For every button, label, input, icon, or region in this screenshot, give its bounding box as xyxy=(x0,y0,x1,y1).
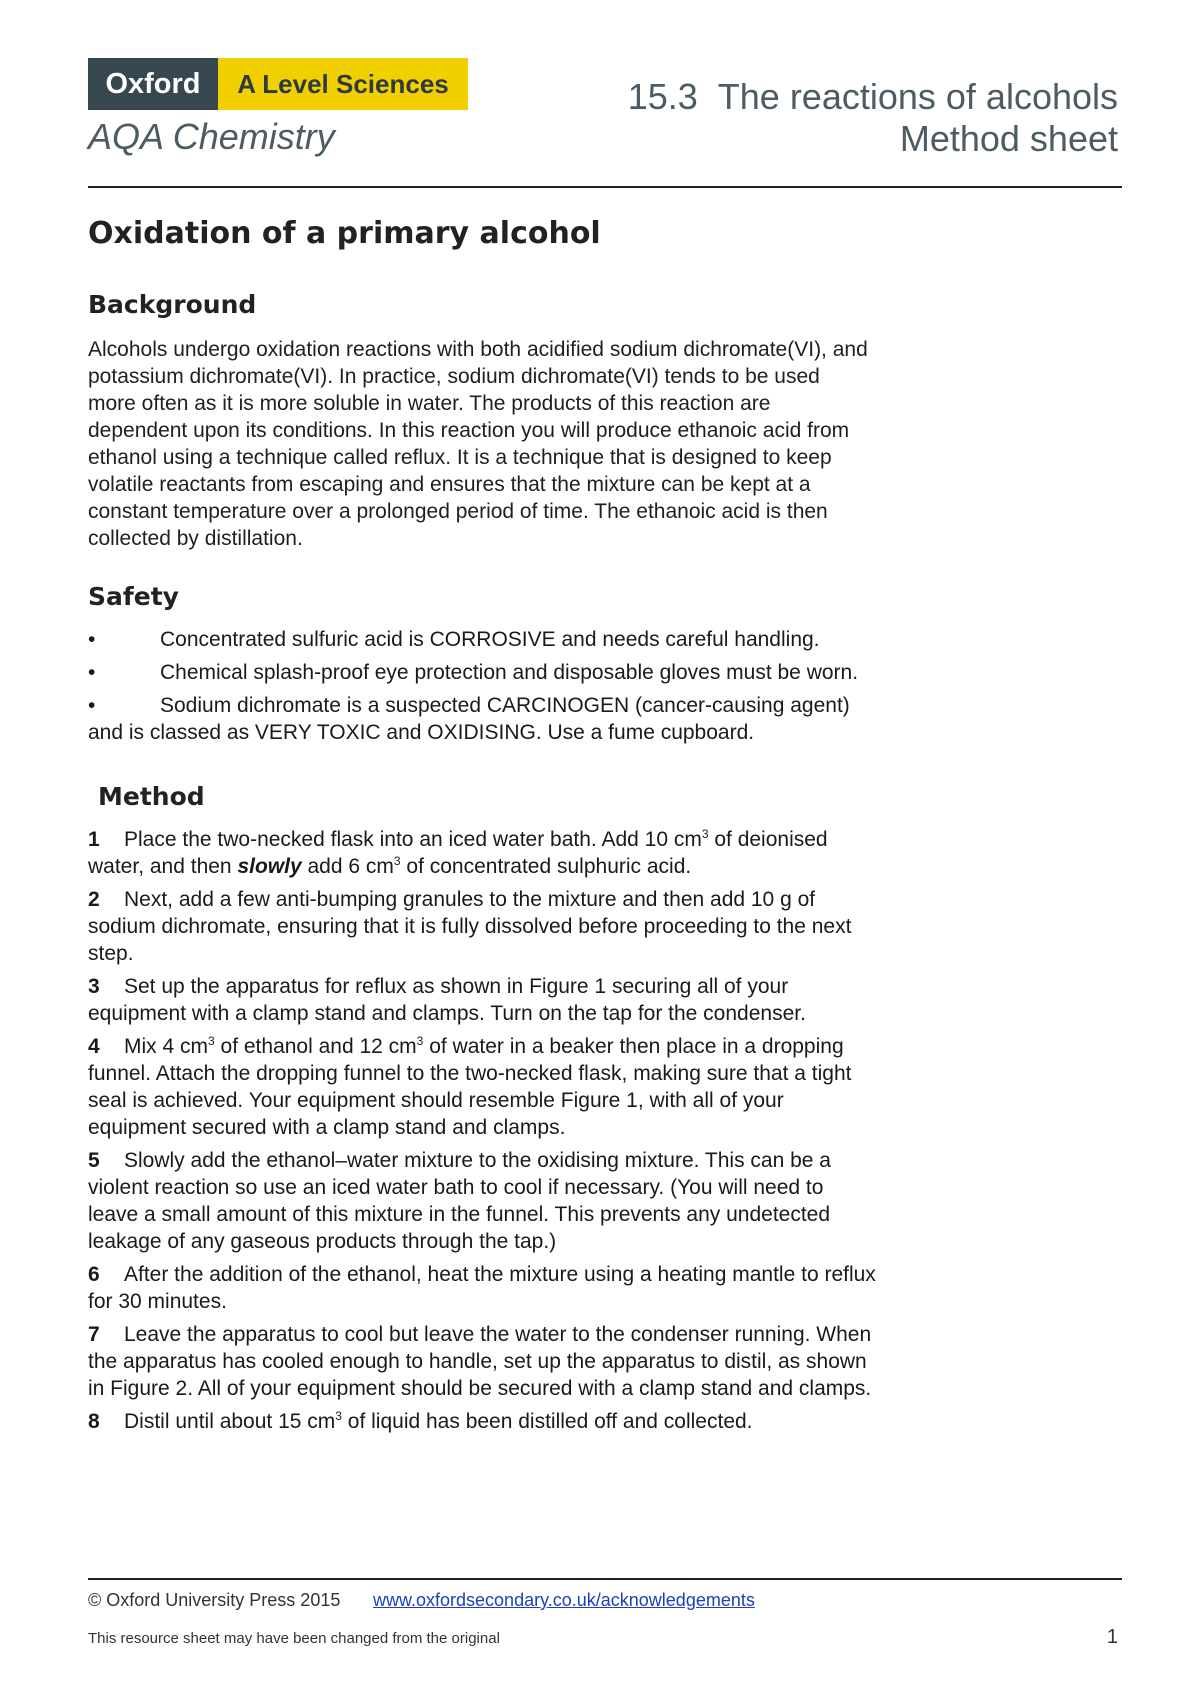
method-step-8: 8 Distil until about 15 $cm^3$ of liquid has been distilled off and collected. xyxy=(88,1409,753,1433)
background-line: collected by distillation. xyxy=(88,527,303,550)
background-paragraph xyxy=(88,336,968,552)
header-divider xyxy=(88,186,1122,188)
background-line: potassium dichromate(VI). In practice, sodium dichromate(VI) tends to be used xyxy=(88,365,820,388)
safety-item: • Sodium dichromate is a suspected CARCINOGEN (cancer-causing agent) and is classed as VERY TOXIC and OXIDISING. Use a fume cupboard. xyxy=(88,692,988,746)
section-title: The reactions of alcohols xyxy=(717,76,1118,117)
footer-divider xyxy=(88,1578,1122,1580)
brand-logo xyxy=(88,58,468,110)
method-steps xyxy=(88,826,988,1441)
subject-title: AQA Chemistry xyxy=(88,116,335,157)
background-line: dependent upon its conditions. In this reaction you will produce ethanoic acid from xyxy=(88,419,850,442)
safety-item: • Concentrated sulfuric acid is CORROSIVE and needs careful handling. xyxy=(88,628,820,651)
background-line: Alcohols undergo oxidation reactions with both acidified sodium dichromate(VI), and xyxy=(88,338,868,361)
method-step-1: 1 Place the two-necked flask into an iced water bath. Add 10 $cm^3$ of deionised water, and then slowly add 6 $cm^3$ of concentrated sulphuric acid. xyxy=(88,827,828,878)
background-line: constant temperature over a prolonged period of time. The ethanoic acid is then xyxy=(88,500,828,523)
acknowledgements-link[interactable]: www.oxfordsecondary.co.uk/acknowledgements xyxy=(373,1590,755,1610)
method-step-2: 2 Next, add a few anti-bumping granules to the mixture and then add 10 g of sodium dichromate, ensuring that it is fully dissolved before proceeding to the next step. xyxy=(88,888,852,965)
brand-oxford: Oxford xyxy=(88,58,218,110)
method-step-4: 4 Mix 4 $cm^3$ of ethanol and 12 $cm^3$ of water in a beaker then place in a dropping funnel. Attach the dropping funnel to the two-necked flask, making sure that a tight seal is achieved. Your equipment should resemble Figure 1, with all of your equipment secured with a clamp stand and clamps. xyxy=(88,1034,852,1139)
safety-heading: Safety xyxy=(88,582,179,611)
footer-note: This resource sheet may have been changed from the original xyxy=(88,1630,500,1647)
method-step-5: 5 Slowly add the ethanol–water mixture to the oxidising mixture. This can be a violent reaction so use an iced water bath to cool if necessary. (You will need to leave a small amount of this mixture in the funnel. This prevents any undetected leakage of any gaseous products through the tap.) xyxy=(88,1149,831,1253)
background-line: volatile reactants from escaping and ensures that the mixture can be kept at a xyxy=(88,473,811,496)
bullet-icon: • xyxy=(88,694,96,717)
safety-list xyxy=(88,626,988,752)
method-step-6: 6 After the addition of the ethanol, heat the mixture using a heating mantle to reflux for 30 minutes. xyxy=(88,1263,876,1313)
bullet-icon: • xyxy=(88,661,96,684)
safety-item-continuation: and is classed as VERY TOXIC and OXIDISING. Use a fume cupboard. xyxy=(88,721,755,744)
background-line: ethanol using a technique called reflux. It is a technique that is designed to keep xyxy=(88,446,832,469)
background-line: more often as it is more soluble in water. The products of this reaction are xyxy=(88,392,771,415)
document-title xyxy=(628,76,1118,160)
safety-item: • Chemical splash-proof eye protection and disposable gloves must be worn. xyxy=(88,661,859,684)
sheet-type: Method sheet xyxy=(899,118,1118,159)
page-title: Oxidation of a primary alcohol xyxy=(88,216,601,251)
page-number: 1 xyxy=(1106,1626,1118,1648)
brand-series: A Level Sciences xyxy=(218,58,468,110)
method-heading: Method xyxy=(98,782,205,811)
background-heading: Background xyxy=(88,290,257,319)
method-step-3: 3 Set up the apparatus for reflux as shown in Figure 1 securing all of your equipment with a clamp stand and clamps. Turn on the tap for the condenser. xyxy=(88,975,806,1025)
copyright: © Oxford University Press 2015 xyxy=(88,1590,341,1610)
bullet-icon: • xyxy=(88,628,96,651)
method-step-7: 7 Leave the apparatus to cool but leave the water to the condenser running. When the apparatus has cooled enough to handle, set up the apparatus to distil, as shown in Figure 2. All of your equipment should be secured with a clamp stand and clamps. xyxy=(88,1323,872,1400)
section-number: 15.3 xyxy=(627,76,698,117)
